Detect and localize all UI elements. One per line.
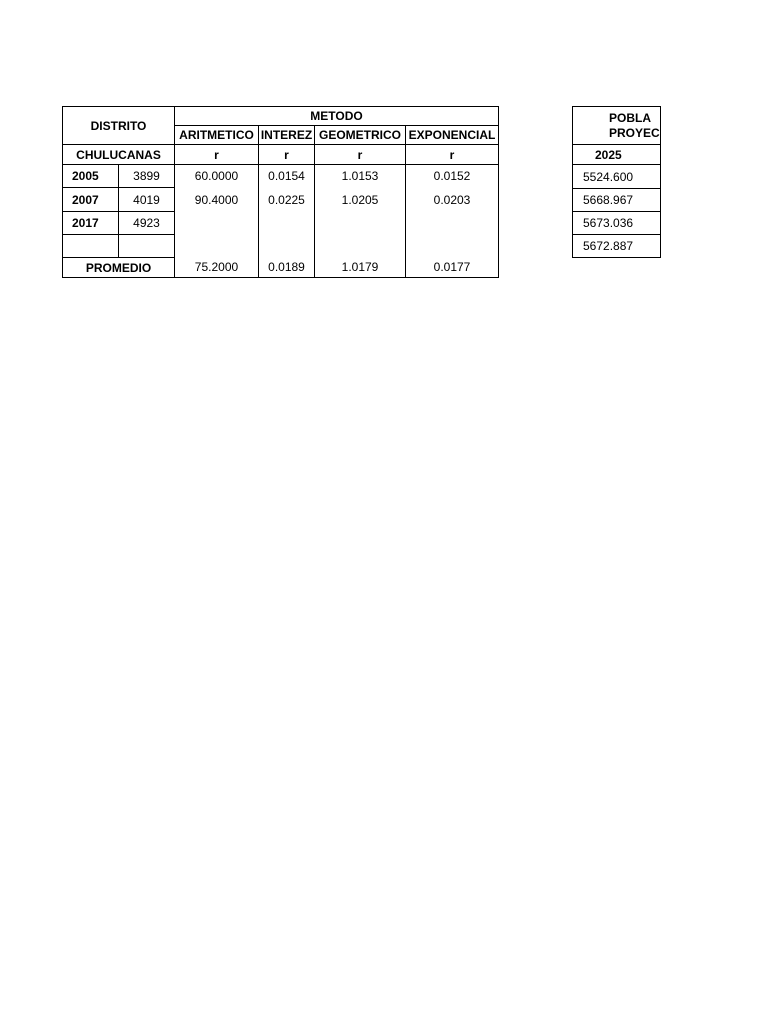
table-row xyxy=(63,212,499,235)
rate-cell xyxy=(259,212,315,235)
rate-cell: 1.0153 xyxy=(315,165,406,188)
projection-value: 5673.036 xyxy=(573,212,661,235)
population-cell xyxy=(119,235,175,258)
growth-rate-table xyxy=(62,106,499,278)
promedio-value: 75.2000 xyxy=(175,258,259,278)
promedio-label: PROMEDIO xyxy=(63,258,175,278)
rate-cell: 90.4000 xyxy=(175,188,259,212)
method-header-exponencial: EXPONENCIAL xyxy=(406,126,499,145)
unit-label: r xyxy=(315,145,406,165)
promedio-value: 1.0179 xyxy=(315,258,406,278)
district-name: CHULUCANAS xyxy=(63,145,175,165)
rate-cell xyxy=(315,235,406,258)
year-cell xyxy=(63,235,119,258)
method-header-interez: INTEREZ xyxy=(259,126,315,145)
rate-cell xyxy=(406,212,499,235)
distrito-header: DISTRITO xyxy=(63,107,175,145)
rate-cell: 0.0225 xyxy=(259,188,315,212)
population-cell: 4923 xyxy=(119,212,175,235)
rate-cell xyxy=(259,235,315,258)
projected-population-table xyxy=(572,106,661,258)
projection-header xyxy=(573,107,661,145)
projection-header-line1: POBLA xyxy=(609,110,651,125)
rate-cell xyxy=(175,212,259,235)
unit-label: r xyxy=(175,145,259,165)
population-cell: 4019 xyxy=(119,188,175,212)
projection-value: 5672.887 xyxy=(573,235,661,258)
rate-cell xyxy=(175,235,259,258)
unit-label: r xyxy=(259,145,315,165)
year-cell: 2005 xyxy=(63,165,119,188)
table-row xyxy=(63,235,499,258)
promedio-row xyxy=(63,258,499,278)
projection-table-viewport xyxy=(572,106,660,260)
projection-header-line2: PROYEC xyxy=(609,125,660,140)
projection-year: 2025 xyxy=(573,145,661,165)
table-row xyxy=(63,188,499,212)
rate-cell xyxy=(406,235,499,258)
rate-cell: 0.0154 xyxy=(259,165,315,188)
rate-cell xyxy=(315,212,406,235)
rate-cell: 0.0203 xyxy=(406,188,499,212)
promedio-value: 0.0177 xyxy=(406,258,499,278)
method-header-geometrico: GEOMETRICO xyxy=(315,126,406,145)
table-row xyxy=(63,165,499,188)
rate-cell: 1.0205 xyxy=(315,188,406,212)
population-cell: 3899 xyxy=(119,165,175,188)
metodo-header: METODO xyxy=(175,107,499,126)
projection-value: 5524.600 xyxy=(573,165,661,189)
promedio-value: 0.0189 xyxy=(259,258,315,278)
method-header-aritmetico: ARITMETICO xyxy=(175,126,259,145)
rate-cell: 0.0152 xyxy=(406,165,499,188)
projection-value: 5668.967 xyxy=(573,189,661,212)
unit-label: r xyxy=(406,145,499,165)
year-cell: 2007 xyxy=(63,188,119,212)
year-cell: 2017 xyxy=(63,212,119,235)
rate-cell: 60.0000 xyxy=(175,165,259,188)
